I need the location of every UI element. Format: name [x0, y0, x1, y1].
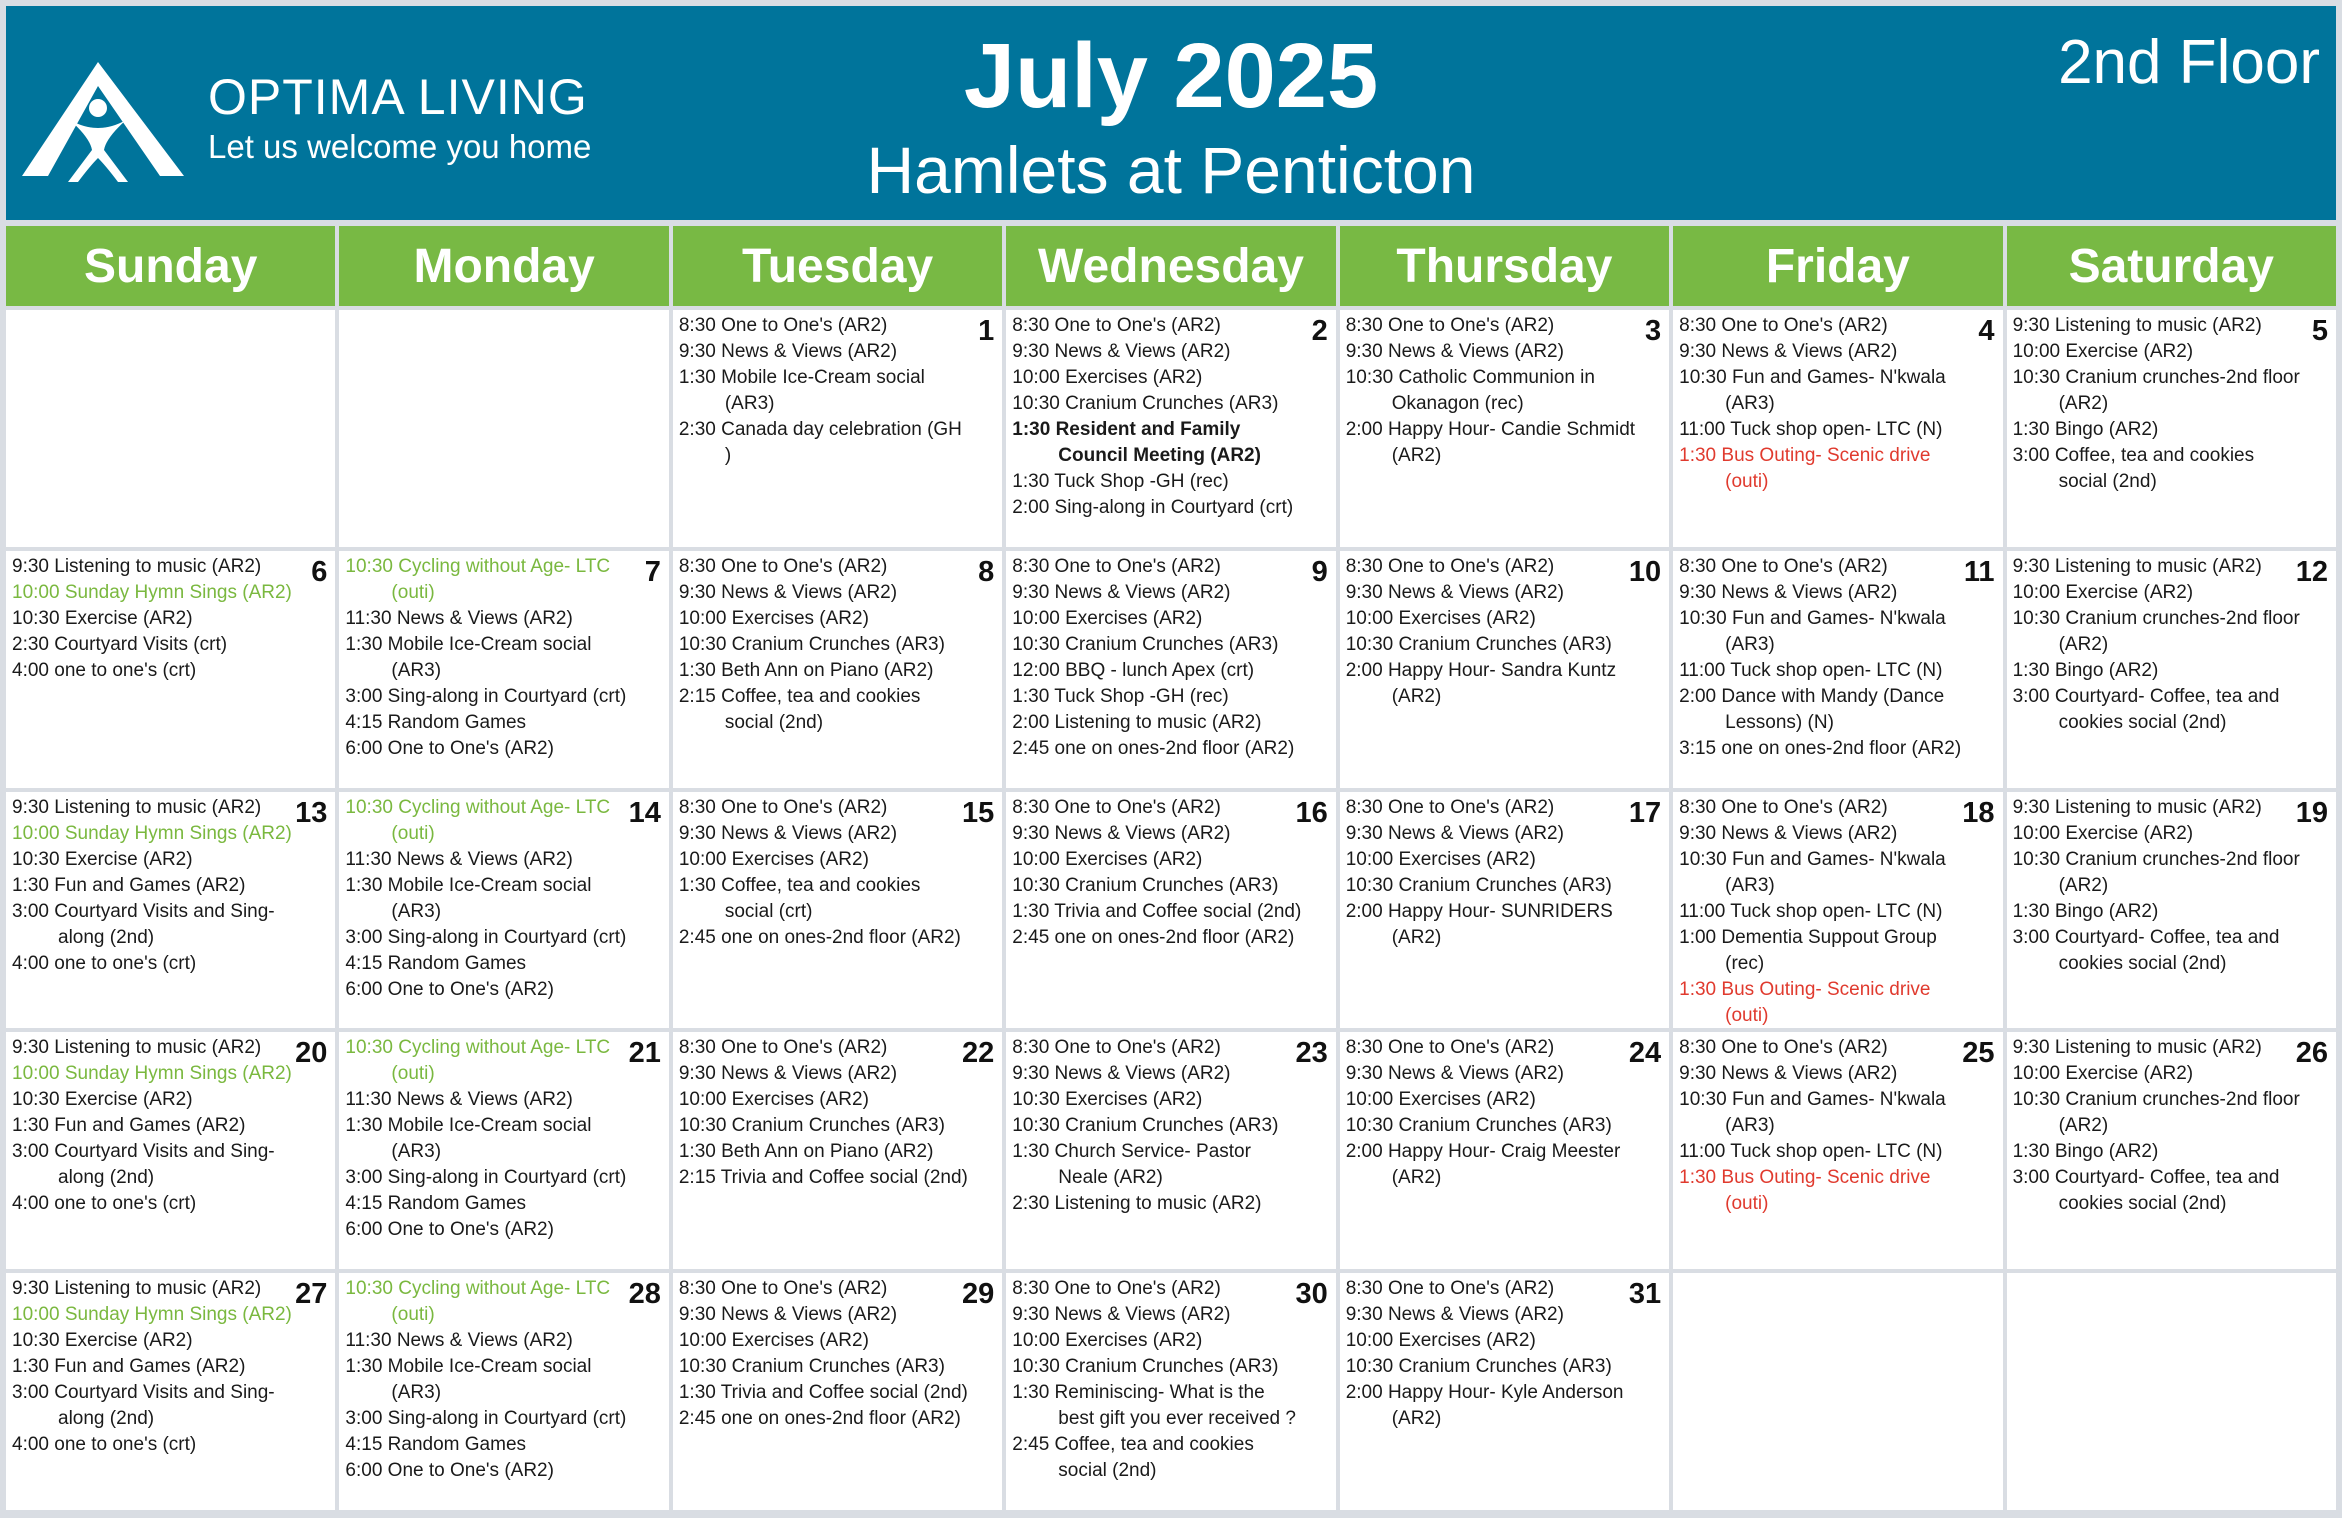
event-item: 9:30 Listening to music (AR2) [2012, 555, 2262, 577]
day-cell-22 [673, 1032, 1002, 1269]
event-item: 1:30 Resident and Family Council Meeting (AR2) [1012, 419, 1261, 466]
event-item: 1:30 Bus Outing- Scenic drive (outi) [1679, 978, 1931, 1026]
day-number: 22 [962, 1037, 995, 1070]
event-item: 2:30 Listening to music (AR2) [1012, 1193, 1262, 1215]
day-number: 3 [1645, 315, 1662, 347]
event-item: 3:00 Courtyard Visits and Sing-along (2nd) [12, 900, 275, 948]
event-item: 10:30 Exercise (AR2) [12, 1330, 193, 1352]
event-item: 10:00 Exercises (AR2) [1012, 848, 1203, 870]
event-item: 11:30 News & Views (AR2) [345, 848, 573, 870]
event-item: 10:00 Exercises (AR2) [1345, 1330, 1536, 1352]
event-item: 9:30 News & Views (AR2) [678, 581, 898, 603]
event-item: 10:30 Exercise (AR2) [12, 1089, 193, 1111]
event-list [1012, 1035, 1331, 1217]
event-item: 3:00 Courtyard Visits and Sing-along (2nd) [12, 1382, 275, 1430]
event-item: 1:30 Bingo (AR2) [2012, 1141, 2159, 1163]
event-item: 3:15 one on ones-2nd floor (AR2) [1679, 737, 1962, 759]
event-item: 1:30 Beth Ann on Piano (AR2) [678, 659, 934, 681]
day-number: 7 [644, 555, 661, 588]
event-list [1346, 313, 1665, 469]
event-item: 1:30 Tuck Shop -GH (rec) [1012, 471, 1229, 492]
event-list [12, 554, 331, 684]
weekday-header-wednesday: Wednesday [1006, 226, 1335, 306]
event-item: 6:00 One to One's (AR2) [345, 1219, 554, 1241]
event-item: 6:00 One to One's (AR2) [345, 978, 554, 1000]
day-number: 14 [628, 796, 661, 829]
event-item: 1:30 Mobile Ice-Cream social (AR3) [345, 1356, 592, 1404]
event-item: 3:00 Courtyard- Coffee, tea and cookies social (2nd) [2012, 1167, 2280, 1215]
event-item: 9:30 Listening to music (AR2) [12, 1278, 262, 1300]
event-list [2013, 554, 2332, 736]
event-item: 9:30 News & Views (AR2) [1345, 822, 1564, 844]
event-item: 10:00 Exercise (AR2) [2012, 581, 2194, 603]
event-item: 4:00 one to one's (crt) [12, 659, 197, 681]
page-subtitle: Hamlets at Penticton [866, 133, 1476, 207]
event-item: 9:30 News & Views (AR2) [1012, 1063, 1231, 1085]
day-cell-10 [1340, 551, 1669, 788]
event-item: 11:30 News & Views (AR2) [345, 1089, 573, 1111]
event-item: 9:30 News & Views (AR2) [1345, 341, 1564, 362]
day-number: 13 [295, 796, 328, 829]
event-item: 1:30 Reminiscing- What is the best gift you ever received ? [1012, 1382, 1296, 1430]
event-item: 10:00 Exercises (AR2) [678, 607, 869, 629]
day-number: 18 [1962, 796, 1995, 829]
event-item: 10:00 Exercise (AR2) [2012, 822, 2194, 844]
day-cell-27 [6, 1273, 335, 1510]
event-item: 1:30 Fun and Games (AR2) [12, 1115, 246, 1137]
event-item: 9:30 News & Views (AR2) [1012, 581, 1231, 603]
event-item: 8:30 One to One's (AR2) [678, 1037, 888, 1059]
event-item: 10:30 Cranium Crunches (AR3) [1012, 1115, 1279, 1137]
event-item: 9:30 Listening to music (AR2) [2012, 796, 2262, 818]
day-cell-15 [673, 792, 1002, 1029]
empty-day-cell [2007, 1273, 2336, 1510]
day-number: 6 [311, 555, 328, 588]
event-item: 10:00 Exercises (AR2) [1012, 607, 1203, 629]
event-item: 10:30 Cranium Crunches (AR3) [678, 1356, 945, 1378]
event-item: 10:00 Exercises (AR2) [1345, 1089, 1536, 1111]
event-item: 10:30 Cranium Crunches (AR3) [1012, 393, 1279, 414]
day-cell-31 [1340, 1273, 1669, 1510]
event-list [1679, 554, 1998, 762]
weekday-header-monday: Monday [339, 226, 668, 306]
day-number: 15 [962, 796, 995, 829]
event-list [1679, 1035, 1998, 1217]
event-item: 4:00 one to one's (crt) [12, 952, 197, 974]
day-cell-12 [2007, 551, 2336, 788]
event-item: 1:00 Dementia Suppout Group (rec) [1679, 926, 1937, 974]
day-cell-9 [1006, 551, 1335, 788]
event-item: 2:00 Happy Hour- Sandra Kuntz (AR2) [1345, 659, 1617, 707]
page-title: July 2025 [963, 25, 1379, 127]
event-item: 10:00 Exercise (AR2) [2012, 341, 2194, 362]
day-cell-13 [6, 792, 335, 1029]
day-number: 23 [1295, 1037, 1328, 1070]
event-item: 10:30 Exercise (AR2) [12, 848, 193, 870]
event-list [1679, 313, 1998, 495]
event-item: 1:30 Coffee, tea and cookies social (crt) [678, 874, 921, 922]
event-item: 3:00 Sing-along in Courtyard (crt) [345, 926, 627, 948]
event-list [1012, 795, 1331, 951]
event-item: 4:00 one to one's (crt) [12, 1193, 197, 1215]
day-number: 4 [1978, 315, 1995, 347]
event-item: 1:30 Mobile Ice-Cream social (AR3) [345, 1115, 592, 1163]
event-item: 10:00 Exercises (AR2) [1345, 848, 1536, 870]
event-item: 10:30 Cranium Crunches (AR3) [678, 1115, 945, 1137]
event-list [12, 1035, 331, 1217]
event-list [2013, 1035, 2332, 1217]
day-number: 1 [978, 315, 995, 347]
day-number: 30 [1295, 1278, 1328, 1311]
event-item: 10:30 Cranium crunches-2nd floor (AR2) [2012, 1089, 2300, 1137]
event-item: 1:30 Trivia and Coffee social (2nd) [1012, 900, 1302, 922]
event-item: 12:00 BBQ - lunch Apex (crt) [1012, 659, 1255, 681]
event-item: 10:00 Exercises (AR2) [678, 848, 869, 870]
event-item: 10:30 Cranium Crunches (AR3) [1345, 1356, 1612, 1378]
event-item: 2:45 one on ones-2nd floor (AR2) [1012, 737, 1295, 759]
day-number: 31 [1628, 1278, 1662, 1311]
day-cell-4 [1673, 310, 2002, 547]
day-cell-26 [2007, 1032, 2336, 1269]
event-item: 11:30 News & Views (AR2) [345, 1330, 573, 1352]
event-item: 10:30 Cranium crunches-2nd floor (AR2) [2012, 607, 2300, 655]
day-number: 8 [978, 555, 995, 588]
event-item: 4:15 Random Games [345, 711, 527, 733]
event-list [345, 795, 664, 1003]
weekday-header-sunday: Sunday [6, 226, 335, 306]
event-item: 4:15 Random Games [345, 1193, 527, 1215]
day-number: 10 [1628, 555, 1662, 588]
event-item: 9:30 News & Views (AR2) [678, 1304, 898, 1326]
event-item: 2:45 Coffee, tea and cookies social (2nd) [1012, 1434, 1254, 1482]
event-item: 2:00 Dance with Mandy (Dance Lessons) (N) [1679, 685, 1945, 733]
event-item: 3:00 Courtyard- Coffee, tea and cookies social (2nd) [2012, 685, 2280, 733]
event-item: 10:30 Cranium crunches-2nd floor (AR2) [2012, 848, 2300, 896]
event-list [2013, 795, 2332, 977]
day-cell-14 [339, 792, 668, 1029]
event-item: 11:00 Tuck shop open- LTC (N) [1679, 659, 1943, 681]
day-cell-2 [1006, 310, 1335, 547]
event-item: 1:30 Fun and Games (AR2) [12, 874, 246, 896]
weekday-header-row [6, 226, 2336, 306]
day-cell-23 [1006, 1032, 1335, 1269]
event-item: 9:30 Listening to music (AR2) [12, 796, 262, 818]
day-cell-20 [6, 1032, 335, 1269]
event-list [1012, 313, 1331, 521]
event-item: 9:30 News & Views (AR2) [678, 341, 898, 362]
event-item: 2:00 Listening to music (AR2) [1012, 711, 1262, 733]
event-item: 8:30 One to One's (AR2) [678, 315, 888, 336]
event-item: 2:45 one on ones-2nd floor (AR2) [678, 1408, 961, 1430]
day-cell-29 [673, 1273, 1002, 1510]
event-item: 10:30 Fun and Games- N'kwala (AR3) [1679, 848, 1946, 896]
day-number: 24 [1628, 1037, 1662, 1070]
day-cell-8 [673, 551, 1002, 788]
event-item: 8:30 One to One's (AR2) [1345, 555, 1555, 577]
event-item: 8:30 One to One's (AR2) [1679, 796, 1888, 818]
event-item: 8:30 One to One's (AR2) [1012, 1278, 1221, 1300]
day-number: 29 [962, 1278, 995, 1311]
event-list [679, 313, 998, 469]
event-item: 10:30 Cranium Crunches (AR3) [1012, 633, 1279, 655]
event-list [1012, 1276, 1331, 1484]
event-item: 10:30 Cranium crunches-2nd floor (AR2) [2012, 367, 2300, 414]
event-item: 2:00 Happy Hour- Kyle Anderson (AR2) [1345, 1382, 1624, 1430]
day-number: 5 [2311, 315, 2328, 347]
weekday-header-thursday: Thursday [1340, 226, 1669, 306]
event-item: 10:00 Exercises (AR2) [1345, 607, 1536, 629]
event-item: 1:30 Trivia and Coffee social (2nd) [678, 1382, 968, 1404]
day-number: 16 [1295, 796, 1328, 829]
event-item: 2:45 one on ones-2nd floor (AR2) [678, 926, 961, 948]
event-item: 10:30 Cycling without Age- LTC (outi) [345, 796, 611, 844]
event-item: 9:30 News & Views (AR2) [1679, 341, 1898, 362]
day-cell-19 [2007, 792, 2336, 1029]
event-item: 1:30 Church Service- Pastor Neale (AR2) [1012, 1141, 1251, 1189]
event-item: 11:00 Tuck shop open- LTC (N) [1679, 900, 1943, 922]
event-item: 4:15 Random Games [345, 1434, 527, 1456]
day-cell-18 [1673, 792, 2002, 1029]
day-cell-7 [339, 551, 668, 788]
day-cell-25 [1673, 1032, 2002, 1269]
event-item: 2:00 Happy Hour- Craig Meester (AR2) [1345, 1141, 1621, 1189]
event-item: 4:15 Random Games [345, 952, 527, 974]
event-item: 3:00 Courtyard Visits and Sing-along (2nd) [12, 1141, 275, 1189]
event-item: 8:30 One to One's (AR2) [1679, 315, 1888, 336]
event-list [1346, 554, 1665, 710]
day-number: 25 [1962, 1037, 1995, 1070]
day-number: 12 [2295, 555, 2328, 588]
empty-day-cell [339, 310, 668, 547]
day-cell-1 [673, 310, 1002, 547]
event-item: 10:30 Cycling without Age- LTC (outi) [345, 1037, 611, 1085]
event-item: 1:30 Mobile Ice-Cream social (AR3) [678, 367, 925, 414]
event-item: 9:30 Listening to music (AR2) [12, 555, 262, 577]
event-item: 10:30 Exercises (AR2) [1012, 1089, 1203, 1111]
event-list [2013, 313, 2332, 495]
event-item: 9:30 News & Views (AR2) [1679, 822, 1898, 844]
day-number: 17 [1628, 796, 1662, 829]
event-item: 2:00 Sing-along in Courtyard (crt) [1012, 497, 1294, 518]
event-item: 10:30 Fun and Games- N'kwala (AR3) [1679, 367, 1946, 414]
event-item: 11:00 Tuck shop open- LTC (N) [1679, 419, 1943, 440]
day-cell-28 [339, 1273, 668, 1510]
event-item: 1:30 Mobile Ice-Cream social (AR3) [345, 633, 592, 681]
event-item: 8:30 One to One's (AR2) [1012, 315, 1221, 336]
day-cell-16 [1006, 792, 1335, 1029]
event-item: 9:30 News & Views (AR2) [1012, 341, 1231, 362]
day-cell-21 [339, 1032, 668, 1269]
event-item: 1:30 Beth Ann on Piano (AR2) [678, 1141, 934, 1163]
event-item: 10:30 Catholic Communion in Okanagon (rec) [1345, 367, 1595, 414]
empty-day-cell [1673, 1273, 2002, 1510]
event-item: 3:00 Sing-along in Courtyard (crt) [345, 685, 627, 707]
event-item: 3:00 Coffee, tea and cookies social (2nd) [2012, 445, 2255, 492]
event-item: 8:30 One to One's (AR2) [1345, 315, 1555, 336]
event-item: 10:30 Exercise (AR2) [12, 607, 193, 629]
event-item: 8:30 One to One's (AR2) [1679, 555, 1888, 577]
event-item: 10:30 Cycling without Age- LTC (outi) [345, 555, 611, 603]
event-item: 9:30 News & Views (AR2) [1012, 822, 1231, 844]
event-item: 1:30 Fun and Games (AR2) [12, 1356, 246, 1378]
event-item: 8:30 One to One's (AR2) [1012, 796, 1221, 818]
event-item: 8:30 One to One's (AR2) [1679, 1037, 1888, 1059]
event-list [345, 1035, 664, 1243]
event-item: 9:30 News & Views (AR2) [1345, 1304, 1564, 1326]
event-item: 10:00 Exercises (AR2) [1012, 367, 1203, 388]
event-list [12, 795, 331, 977]
event-list [679, 795, 998, 951]
event-item: 9:30 News & Views (AR2) [678, 822, 898, 844]
event-item: 4:00 one to one's (crt) [12, 1434, 197, 1456]
event-item: 10:30 Fun and Games- N'kwala (AR3) [1679, 607, 1946, 655]
event-list [679, 554, 998, 736]
logo-tagline: Let us welcome you home [208, 128, 592, 165]
event-item: 8:30 One to One's (AR2) [678, 796, 888, 818]
event-list [345, 1276, 664, 1484]
event-item: 10:30 Cranium Crunches (AR3) [1345, 1115, 1612, 1137]
event-item: 8:30 One to One's (AR2) [678, 555, 888, 577]
event-item: 10:00 Sunday Hymn Sings (AR2) [12, 581, 292, 603]
empty-day-cell [6, 310, 335, 547]
day-number: 9 [1311, 555, 1328, 588]
event-item: 6:00 One to One's (AR2) [345, 1460, 554, 1482]
event-item: 6:00 One to One's (AR2) [345, 737, 554, 759]
event-item: 10:00 Sunday Hymn Sings (AR2) [12, 1063, 292, 1085]
event-item: 3:00 Sing-along in Courtyard (crt) [345, 1167, 627, 1189]
day-cell-3 [1340, 310, 1669, 547]
event-list [679, 1035, 998, 1191]
floor-label: 2nd Floor [2058, 28, 2320, 97]
day-number: 21 [628, 1037, 661, 1070]
event-item: 8:30 One to One's (AR2) [1345, 796, 1555, 818]
event-item: 1:30 Bus Outing- Scenic drive (outi) [1679, 1167, 1931, 1215]
event-list [1346, 1276, 1665, 1432]
event-item: 10:30 Cranium Crunches (AR3) [1012, 874, 1279, 896]
event-item: 2:00 Happy Hour- SUNRIDERS (AR2) [1345, 900, 1613, 948]
logo-name: OPTIMA LIVING [208, 69, 588, 125]
day-number: 26 [2295, 1037, 2328, 1070]
event-item: 8:30 One to One's (AR2) [1012, 1037, 1221, 1059]
day-number: 19 [2295, 796, 2328, 829]
day-cell-30 [1006, 1273, 1335, 1510]
calendar-grid [6, 310, 2336, 1510]
event-list [345, 554, 664, 762]
event-item: 9:30 News & Views (AR2) [1679, 1063, 1898, 1085]
event-item: 10:00 Sunday Hymn Sings (AR2) [12, 822, 292, 844]
event-item: 9:30 News & Views (AR2) [1345, 581, 1564, 603]
weekday-header-friday: Friday [1673, 226, 2002, 306]
event-item: 9:30 News & Views (AR2) [678, 1063, 898, 1085]
weekday-header-saturday: Saturday [2007, 226, 2336, 306]
event-list [1012, 554, 1331, 762]
day-cell-24 [1340, 1032, 1669, 1269]
event-item: 2:30 Courtyard Visits (crt) [12, 633, 228, 655]
event-item: 10:00 Exercises (AR2) [678, 1089, 869, 1111]
event-item: 1:30 Bus Outing- Scenic drive (outi) [1679, 445, 1931, 492]
event-item: 9:30 Listening to music (AR2) [12, 1037, 262, 1059]
event-item: 8:30 One to One's (AR2) [1012, 555, 1221, 577]
day-number: 28 [628, 1278, 661, 1311]
day-cell-17 [1340, 792, 1669, 1029]
event-item: 9:30 Listening to music (AR2) [2012, 1037, 2262, 1059]
event-item: 10:30 Cranium Crunches (AR3) [1012, 1356, 1279, 1378]
event-list [1679, 795, 1998, 1029]
event-item: 2:45 one on ones-2nd floor (AR2) [1012, 926, 1295, 948]
event-list [12, 1276, 331, 1458]
event-item: 3:00 Sing-along in Courtyard (crt) [345, 1408, 627, 1430]
event-item: 10:30 Cranium Crunches (AR3) [1345, 874, 1612, 896]
event-item: 2:00 Happy Hour- Candie Schmidt (AR2) [1345, 419, 1636, 466]
event-list [1346, 795, 1665, 951]
event-item: 2:15 Coffee, tea and cookies social (2nd) [678, 685, 921, 733]
weekday-header-tuesday: Tuesday [673, 226, 1002, 306]
day-cell-5 [2007, 310, 2336, 547]
event-item: 10:00 Sunday Hymn Sings (AR2) [12, 1304, 292, 1326]
event-item: 10:00 Exercises (AR2) [1012, 1330, 1203, 1352]
day-cell-11 [1673, 551, 2002, 788]
day-number: 11 [1963, 555, 1995, 588]
event-item: 9:30 Listening to music (AR2) [2012, 315, 2262, 336]
day-number: 2 [1311, 315, 1328, 347]
event-item: 10:30 Cranium Crunches (AR3) [1345, 633, 1612, 655]
day-number: 27 [295, 1278, 328, 1311]
event-item: 1:30 Mobile Ice-Cream social (AR3) [345, 874, 592, 922]
calendar-header [6, 6, 2336, 220]
event-item: 1:30 Bingo (AR2) [2012, 659, 2159, 681]
event-item: 10:30 Fun and Games- N'kwala (AR3) [1679, 1089, 1946, 1137]
event-item: 10:30 Cranium Crunches (AR3) [678, 633, 945, 655]
event-item: 10:30 Cycling without Age- LTC (outi) [345, 1278, 611, 1326]
event-item: 1:30 Bingo (AR2) [2012, 419, 2159, 440]
event-item: 3:00 Courtyard- Coffee, tea and cookies social (2nd) [2012, 926, 2280, 974]
event-item: 11:00 Tuck shop open- LTC (N) [1679, 1141, 1943, 1163]
event-item: 1:30 Tuck Shop -GH (rec) [1012, 685, 1229, 707]
event-item: 2:15 Trivia and Coffee social (2nd) [678, 1167, 968, 1189]
event-item: 9:30 News & Views (AR2) [1679, 581, 1898, 603]
event-item: 2:30 Canada day celebration (GH ) [678, 419, 962, 466]
event-list [1346, 1035, 1665, 1191]
event-item: 8:30 One to One's (AR2) [1345, 1278, 1555, 1300]
event-item: 10:00 Exercises (AR2) [678, 1330, 869, 1352]
event-item: 11:30 News & Views (AR2) [345, 607, 573, 629]
event-item: 8:30 One to One's (AR2) [678, 1278, 888, 1300]
day-number: 20 [295, 1037, 328, 1070]
event-item: 9:30 News & Views (AR2) [1012, 1304, 1231, 1326]
event-item: 10:00 Exercise (AR2) [2012, 1063, 2194, 1085]
event-list [679, 1276, 998, 1432]
event-item: 1:30 Bingo (AR2) [2012, 900, 2159, 922]
day-cell-6 [6, 551, 335, 788]
event-item: 8:30 One to One's (AR2) [1345, 1037, 1555, 1059]
event-item: 9:30 News & Views (AR2) [1345, 1063, 1564, 1085]
